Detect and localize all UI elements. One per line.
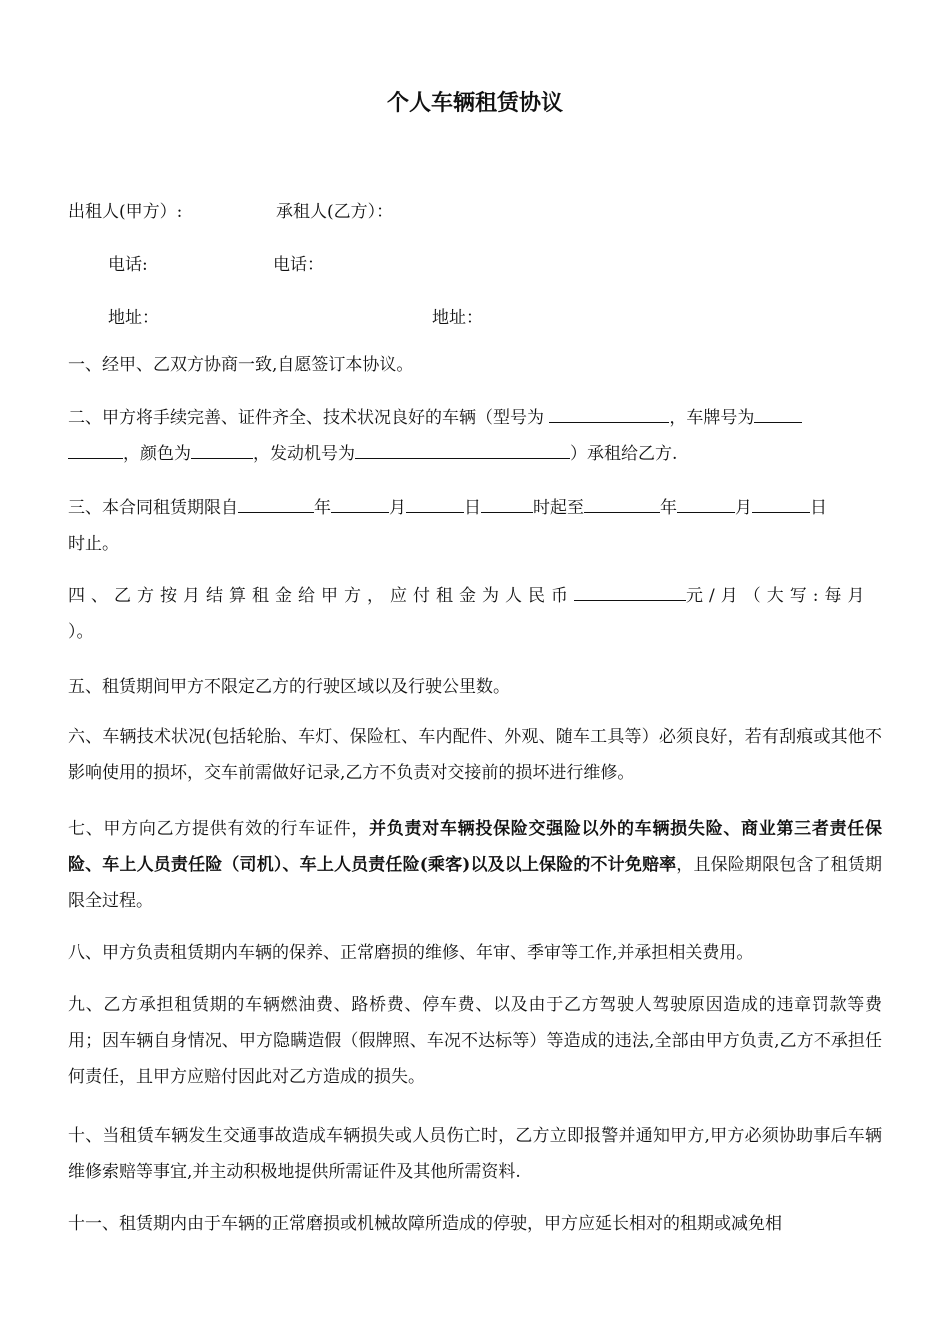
clause-7-bold-text: 并负责对车辆投保险交强险以外的车辆损失险、商业第三者责任保险、车上人员责任险（司机）、车上人员责任险(乘客)以及以上保险的不计免赔率 [68,819,883,875]
clause-11-text: 十一、租赁期内由于车辆的正常磨损或机械故障所造成的停驶，甲方应延长相对的租期或减免相 [68,1214,782,1234]
clause-3-text-a: 三、本合同租赁期限自 [68,498,238,518]
clause-7-text-c: ，且保险期限包含了租赁期限全过程。 [68,855,882,911]
plate-blank-a [754,405,802,423]
end-day-blank [752,495,810,513]
end-month-blank [677,495,735,513]
clause-3-day-a: 日 [464,498,481,518]
clause-8 [68,935,882,971]
clause-2 [68,400,882,472]
clause-4 [68,578,882,650]
lessee-phone-label: 电话： [273,255,324,275]
clause-5 [68,669,882,705]
clause-3-year-a: 年 [314,498,331,518]
end-year-blank [584,495,660,513]
plate-blank-b [68,441,123,459]
clause-2-text-d: ，发动机号为 [253,444,355,464]
clause-9-text: 九、乙方承担租赁期的车辆燃油费、路桥费、停车费、以及由于乙方驾驶人驾驶原因造成的违章罚款等费用；因车辆自身情况、甲方隐瞒造假（假牌照、车况不达标等）等造成的违法,全部由甲方负责,乙方不承担任何责任，且甲方应赔付因此对乙方造成的损失。 [68,995,882,1087]
color-blank [191,441,253,459]
clause-2-text-a: 二、甲方将手续完善、证件齐全、技术状况良好的车辆（型号为 [68,408,544,428]
clause-11 [68,1206,882,1242]
clause-3-month-a: 月 [389,498,406,518]
clause-5-text: 五、租赁期间甲方不限定乙方的行驶区域以及行驶公里数。 [68,677,510,697]
clause-8-text: 八、甲方负责租赁期内车辆的保养、正常磨损的维修、年审、季审等工作,并承担相关费用。 [68,943,754,963]
lessor-phone-label: 电话: [108,255,148,275]
clause-2-text-c: ，颜色为 [123,444,191,464]
clause-7 [68,811,882,919]
clause-10-text: 十、当租赁车辆发生交通事故造成车辆损失或人员伤亡时，乙方立即报警并通知甲方,甲方必须协助事后车辆维修索赔等事宜,并主动积极地提供所需证件及其他所需资料. [68,1126,882,1182]
clause-9 [68,987,882,1095]
clause-3-month-b: 月 [735,498,752,518]
document-title: 个人车辆租赁协议 [386,91,563,116]
clause-10 [68,1118,882,1190]
model-blank [549,405,669,423]
clause-2-text-e: ）承租给乙方. [570,444,678,464]
start-year-blank [238,495,314,513]
lessee-address-label: 地址： [432,308,483,328]
lessor-label: 出租人(甲方）: [68,202,183,222]
clause-3 [68,490,882,562]
clause-6 [68,719,882,791]
clause-6-text: 六、车辆技术状况(包括轮胎、车灯、保险杠、车内配件、外观、随车工具等）必须良好，若有刮痕或其他不影响使用的损坏，交车前需做好记录,乙方不负责对交接前的损坏进行维修。 [68,727,882,783]
clause-2-text-b: ，车牌号为 [669,408,755,428]
engine-number-blank [355,441,570,459]
start-hour-blank [481,495,533,513]
lessor-address-label: 地址： [108,308,159,328]
clause-3-day-b: 日 [810,498,827,518]
start-month-blank [331,495,389,513]
clause-3-end: 时止。 [68,534,119,554]
clause-3-hour-from: 时起至 [533,498,584,518]
rent-amount-blank [574,583,686,601]
clause-3-year-b: 年 [660,498,677,518]
clause-4-text-c: ）。 [68,622,94,642]
clause-4-text-b: 元/月（大写:每月 [686,586,871,606]
clause-4-text-a: 四、乙方按月结算租金给甲方，应付租金为人民币 [68,586,574,606]
clause-1-text: 一、经甲、乙双方协商一致,自愿签订本协议。 [68,355,414,375]
lessee-label: 承租人(乙方）： [276,202,394,222]
clause-7-text-a: 七、甲方向乙方提供有效的行车证件， [68,819,370,839]
clause-1 [68,347,882,383]
start-day-blank [406,495,464,513]
